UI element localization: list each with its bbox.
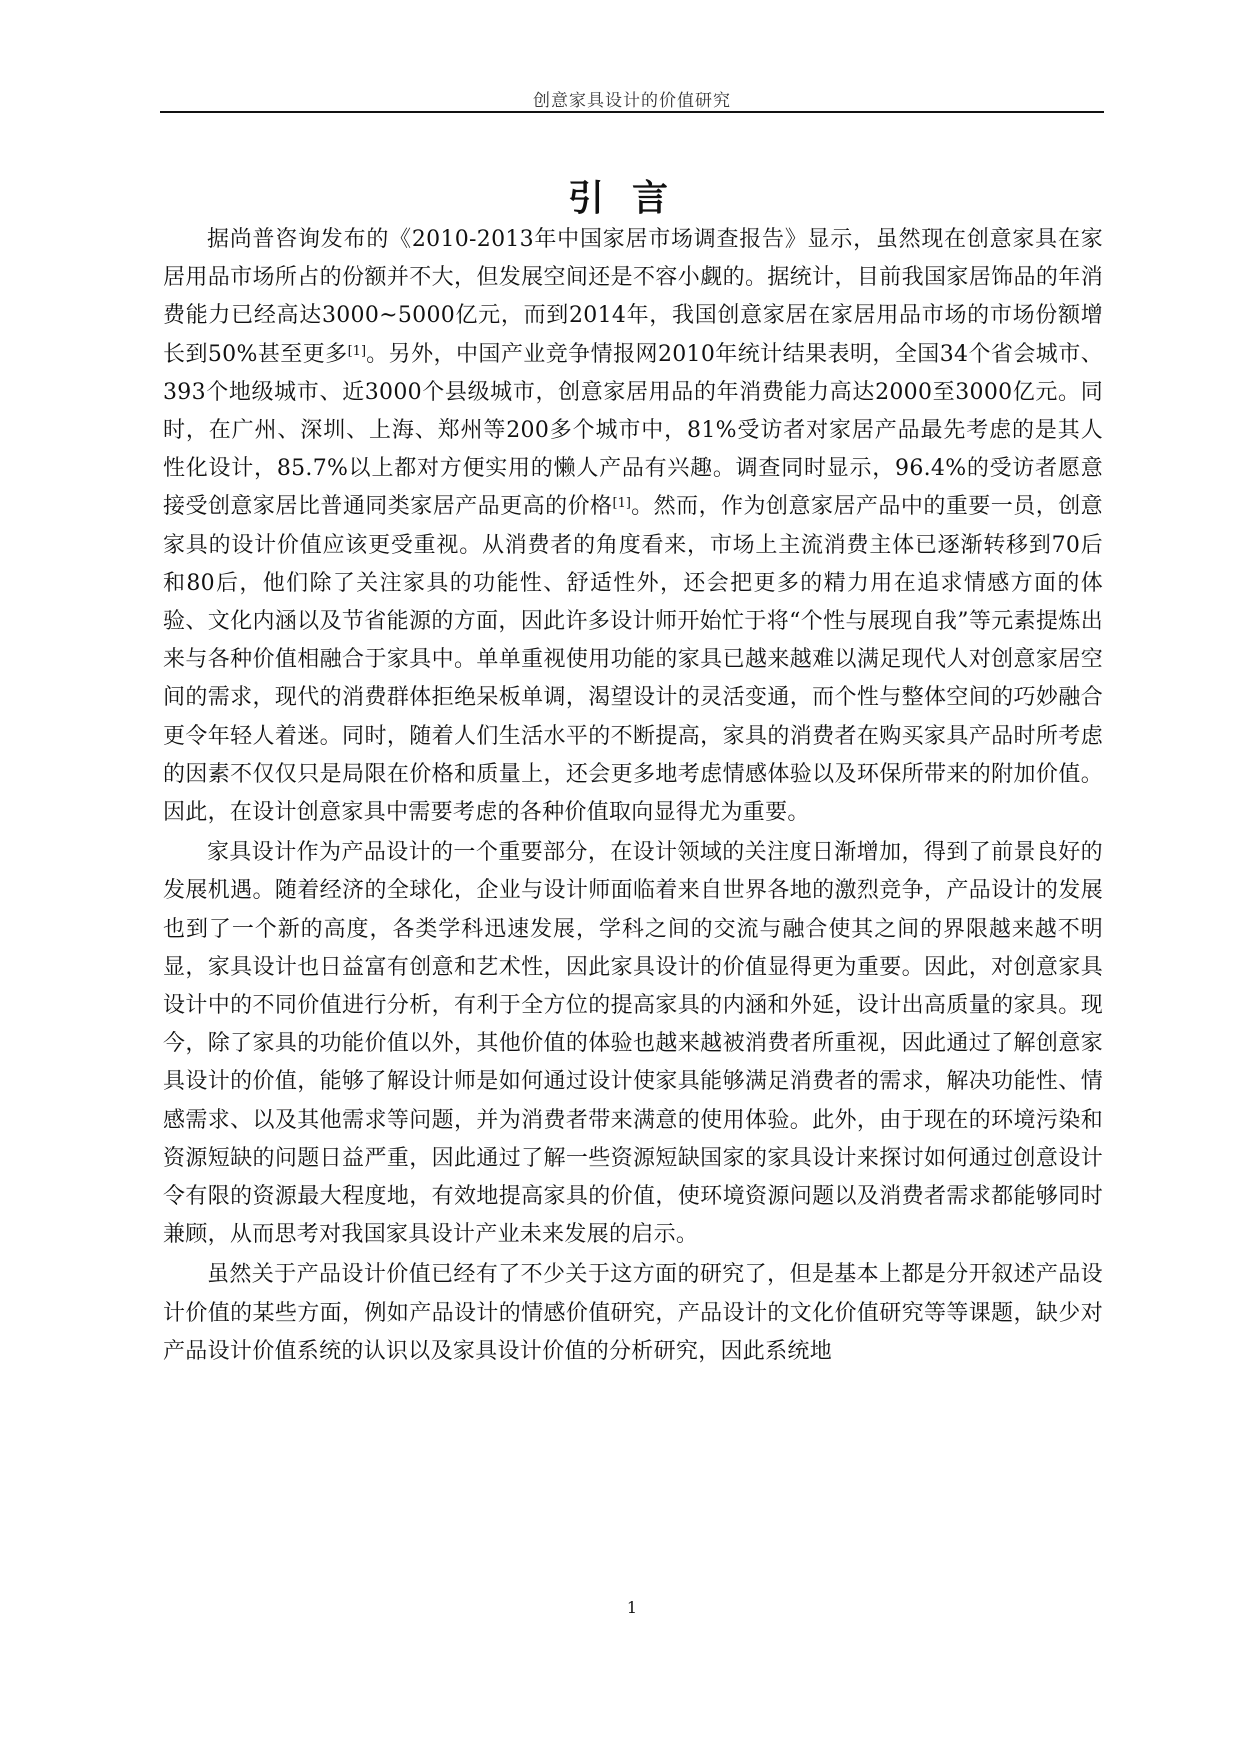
citation-ref: [1]	[347, 343, 367, 359]
running-header: 创意家具设计的价值研究	[533, 91, 731, 111]
paragraph-text: 家具设计作为产品设计的一个重要部分，在设计领域的关注度日渐增加，得到了前景良好的发展机遇。随着经济的全球化，企业与设计师面临着来自世界各地的激烈竞争，产品设计的发展也到了一个新的高度，各类学科迅速发展，学科之间的交流与融合使其之间的界限越来越不明显，家具设计也日益富有创意和艺术性，因此家具设计的价值显得更为重要。因此，对创意家具设计中的不同价值进行分析，有利于全方位的提高家具的内涵和外延，设计出高质量的家具。现今，除了家具的功能价值以外，其他价值的体验也越来越被消费者所重视，因此通过了解创意家具设计的价值，能够了解设计师是如何通过设计使家具能够满足消费者的需求，解决功能性、情感需求、以及其他需求等问题，并为消费者带来满意的使用体验。此外，由于现在的环境污染和资源短缺的问题日益严重，因此通过了解一些资源短缺国家的家具设计来探讨如何通过创意设计令有限的资源最大程度地，有效地提高家具的价值，使环境资源问题以及消费者需求都能够同时兼顾，从而思考对我国家具设计产业未来发展的启示。	[163, 840, 1103, 1248]
body-paragraph	[163, 221, 1103, 832]
paragraph-text: 据尚普咨询发布的《2010-2013年中国家居市场调查报告》显示，虽然现在创意家具在家居用品市场所占的份额并不大，但发展空间还是不容小觑的。据统计，目前我国家居饰品的年消费能力已经高达3000~5000亿元，而到2014年，我国创意家居在家居用品市场的市场份额增长到50%甚至更多	[163, 227, 1103, 367]
section-title: 引言	[567, 177, 696, 219]
paragraph-text: 。然而，作为创意家居产品中的重要一员，创意家具的设计价值应该更受重视。从消费者的角度看来，市场上主流消费主体已逐渐转移到70后和80后，他们除了关注家具的功能性、舒适性外，还会把更多的精力用在追求情感方面的体验、文化内涵以及节省能源的方面，因此许多设计师开始忙于将“个性与展现自我”等元素提炼出来与各种价值相融合于家具中。单单重视使用功能的家具已越来越难以满足现代人对创意家居空间的需求，现代的消费群体拒绝呆板单调，渴望设计的灵活变通，而个性与整体空间的巧妙融合更令年轻人着迷。同时，随着人们生活水平的不断提高，家具的消费者在购买家具产品时所考虑的因素不仅仅只是局限在价格和质量上，还会更多地考虑情感体验以及环保所带来的附加价值。因此，在设计创意家具中需要考虑的各种价值取向显得尤为重要。	[163, 494, 1103, 826]
paragraph-text: 。另外，中国产业竞争情报网2010年统计结果表明，全国34个省会城市、393个地级城市、近3000个县级城市，创意家居用品的年消费能力高达2000至3000亿元。同时，在广州、深圳、上海、郑州等200多个城市中，81%受访者对家居产品最先考虑的是其人性化设计，85.7%以上都对方便实用的懒人产品有兴趣。调查同时显示，96.4%的受访者愿意接受创意家居比普通同类家居产品更高的价格	[163, 341, 1103, 520]
paragraph-text: 虽然关于产品设计价值已经有了不少关于这方面的研究了，但是基本上都是分开叙述产品设计价值的某些方面，例如产品设计的情感价值研究，产品设计的文化价值研究等等课题，缺少对产品设计价值系统的认识以及家具设计价值的分析研究，因此系统地	[163, 1262, 1103, 1364]
header-rule	[160, 111, 1104, 113]
body-text	[163, 221, 1103, 1371]
page-number: 1	[626, 1598, 638, 1617]
body-paragraph	[163, 1256, 1103, 1371]
citation-ref: [1]	[612, 496, 631, 512]
body-paragraph	[163, 834, 1103, 1254]
